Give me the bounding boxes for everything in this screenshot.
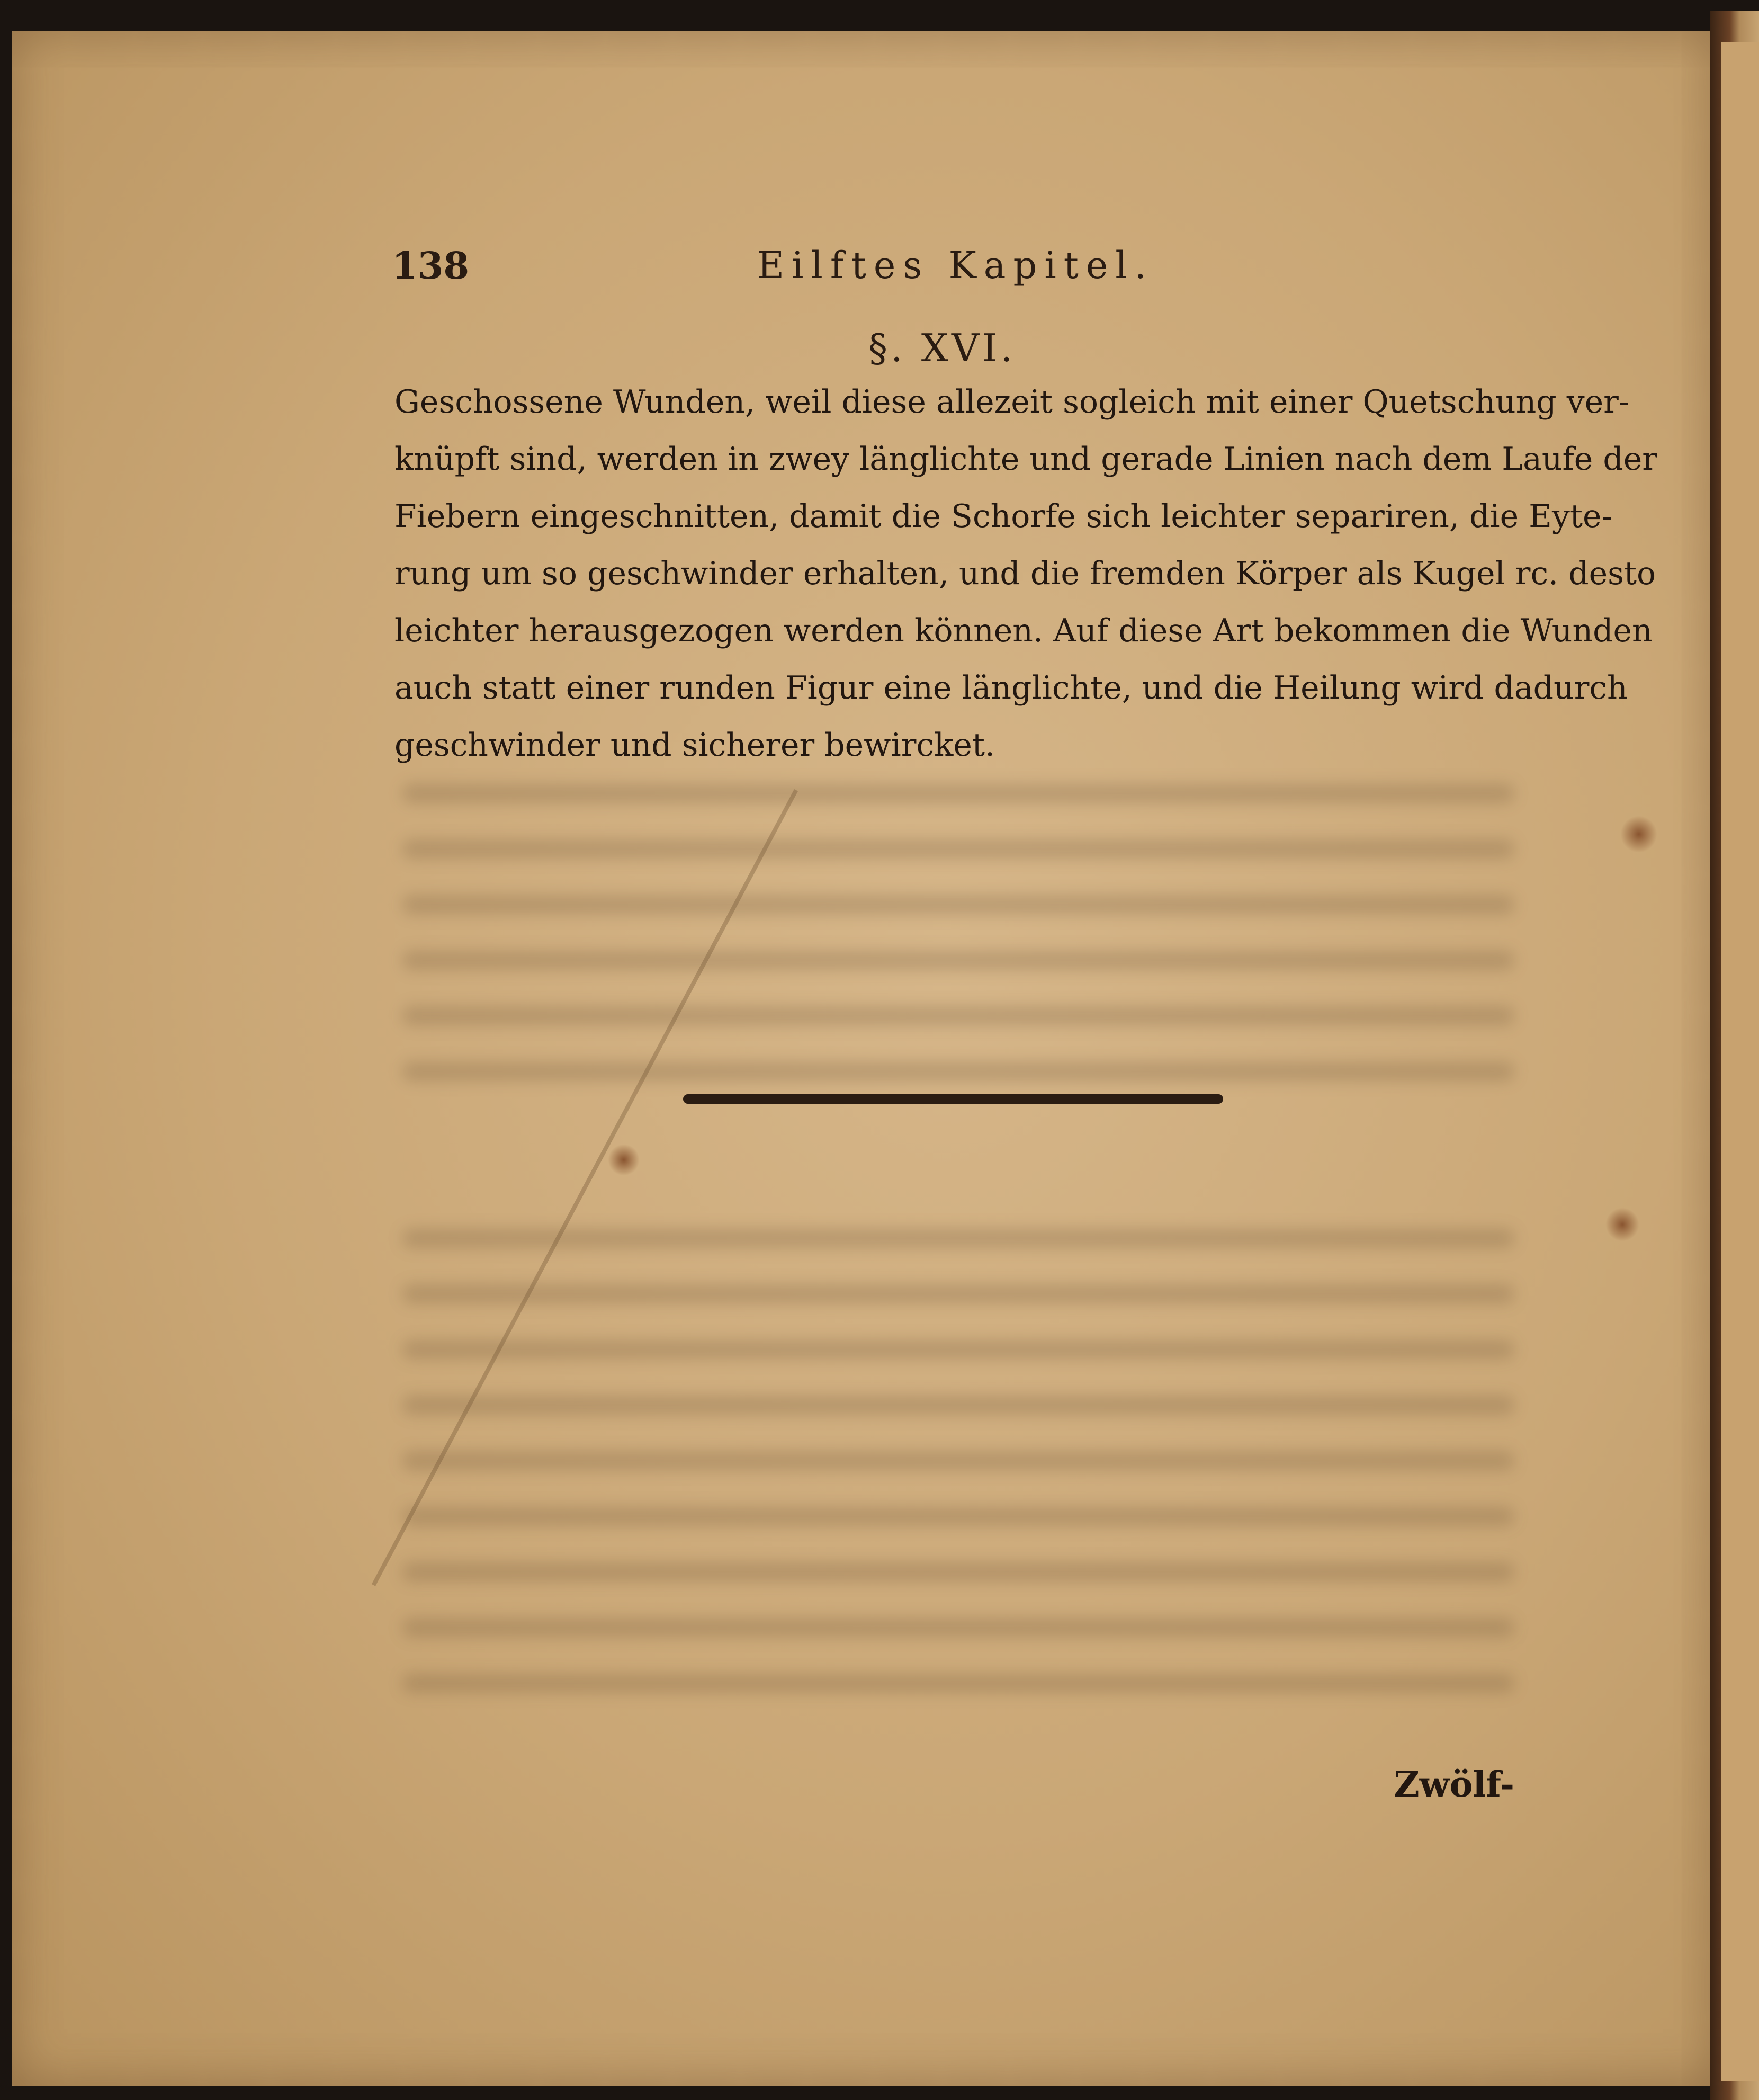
text-line: rung um so geschwinder erhalten, und die fremden Körper als Kugel rc. desto: [394, 555, 1656, 592]
foxing-spot: [1605, 1208, 1639, 1241]
running-title: Eilftes Kapitel.: [757, 244, 1154, 287]
page-number: 138: [392, 244, 470, 288]
text-line: auch statt einer runden Figur eine länglichte, und die Heilung wird dadurch: [394, 669, 1628, 707]
foxing-spot: [1620, 816, 1657, 853]
text-line: Geschossene Wunden, weil diese allezeit sogleich mit einer Quetschung ver-: [394, 383, 1630, 421]
catchword: Zwölf-: [1394, 1764, 1514, 1805]
section-heading: §. XVI.: [868, 326, 1016, 370]
text-line: knüpft sind, werden in zwey länglichte und gerade Linien nach dem Laufe der: [394, 441, 1657, 478]
text-line: geschwinder und sicherer bewircket.: [394, 727, 995, 764]
running-header: [392, 244, 1525, 302]
text-line: Fiebern eingeschnitten, damit die Schorfe sich leichter separiren, die Eyte-: [394, 498, 1612, 535]
body-paragraph: [394, 373, 1657, 774]
text-line: leichter herausgezogen werden können. Auf diese Art bekommen die Wunden: [394, 612, 1653, 649]
facing-page-edge: [1721, 42, 1759, 2081]
foxing-spot: [608, 1144, 640, 1176]
end-of-chapter-rule: [683, 1094, 1223, 1104]
